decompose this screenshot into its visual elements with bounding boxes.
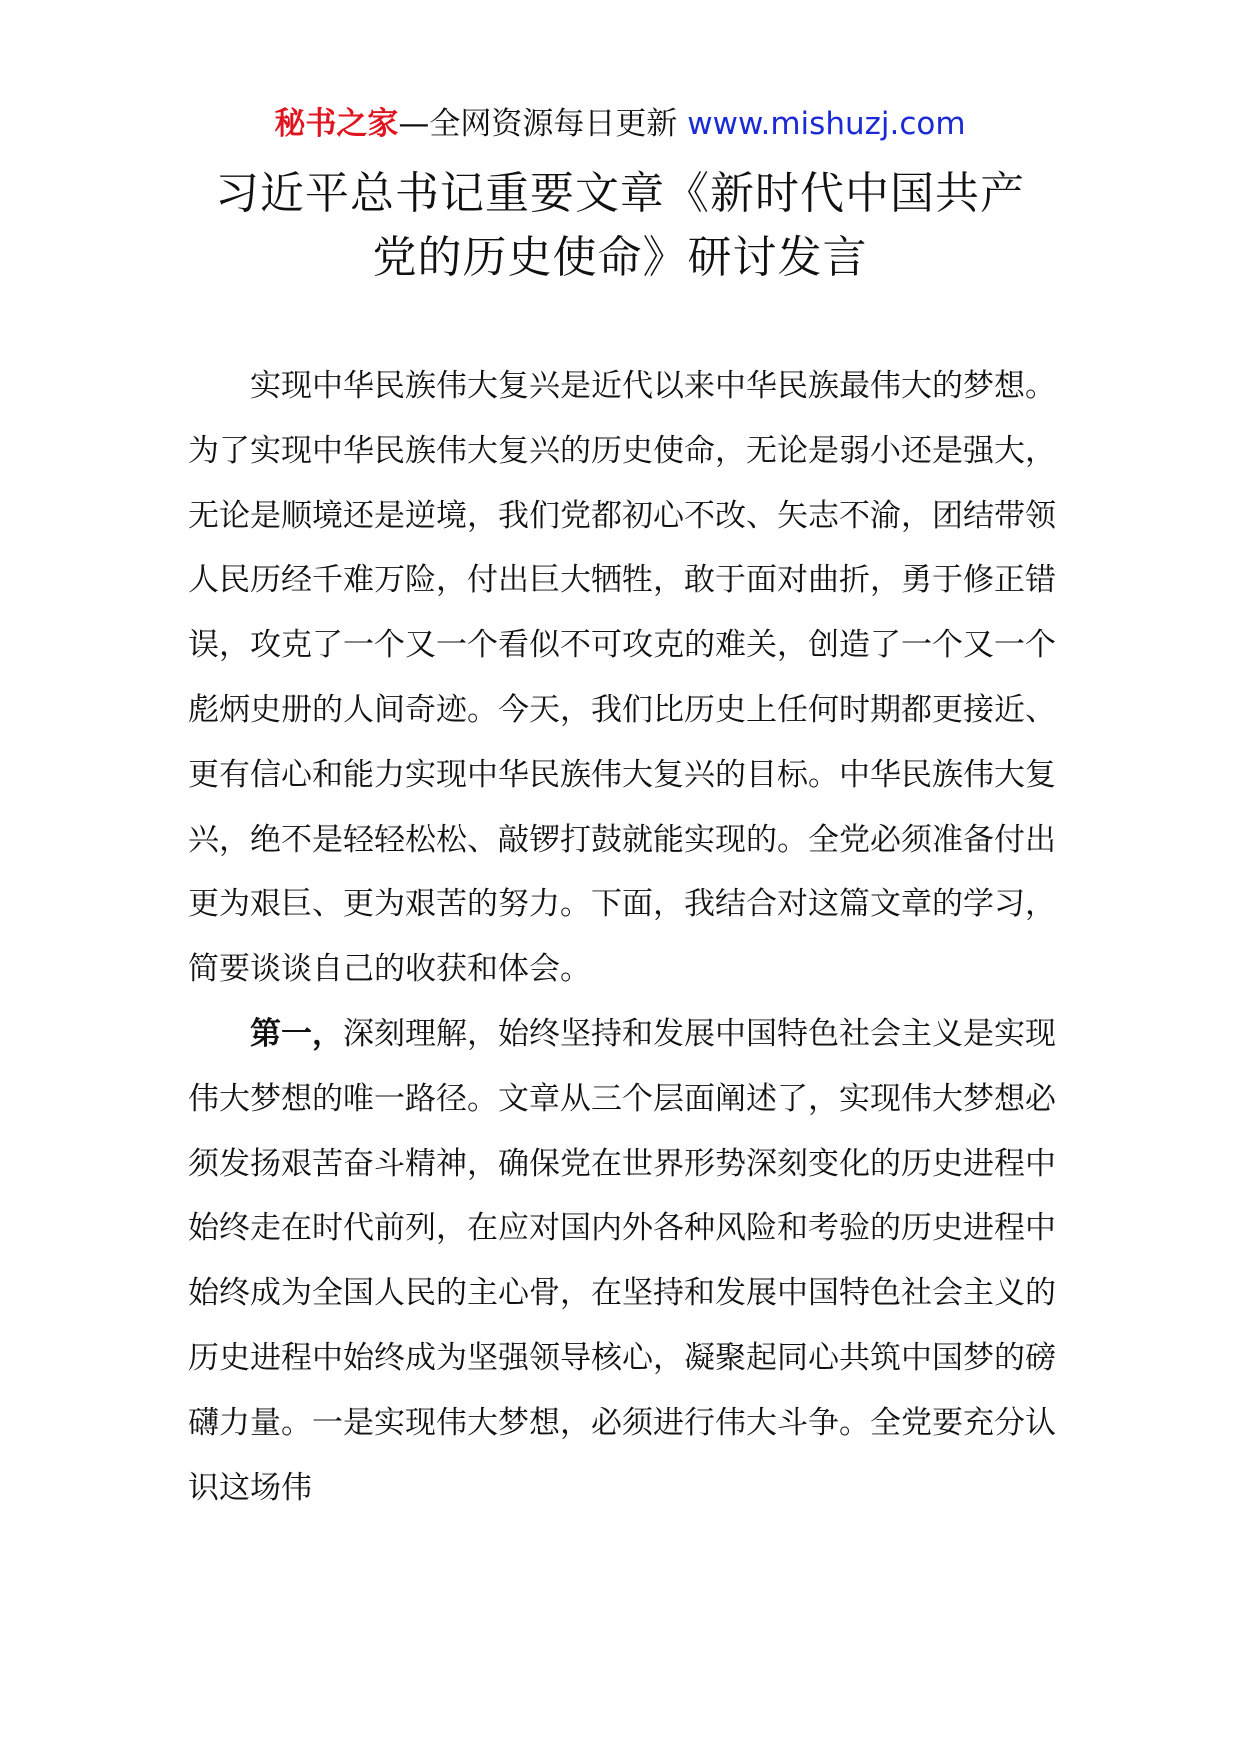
- title-line-1: 习近平总书记重要文章《新时代中国共产: [215, 168, 1025, 219]
- paragraph-text: 深刻理解，始终坚持和发展中国特色社会主义是实现伟大梦想的唯一路径。文章从三个层面阐述了，实现伟大梦想必须发扬艰苦奋斗精神，确保党在世界形势深刻变化的历史进程中始终走在时代前列，在应对国内外各种风险和考验的历史进程中始终成为全国人民的主心骨，在坚持和发展中国特色社会主义的历史进程中始终成为坚强领导核心，凝聚起同心共筑中国梦的磅礴力量。一是实现伟大梦想，必须进行伟大斗争。全党要充分认识这场伟: [188, 1015, 1056, 1506]
- title-line-2: 党的历史使命》研讨发言: [372, 232, 868, 283]
- document-title: [150, 162, 1090, 290]
- paragraph-first-point: [188, 1002, 1056, 1520]
- site-url-link[interactable]: www.mishuzj.com: [687, 106, 966, 142]
- brand-name: 秘书之家: [274, 106, 399, 142]
- header-tagline: —全网资源每日更新: [398, 106, 678, 142]
- paragraph-lead: 第一，: [250, 1015, 343, 1052]
- paragraph-intro: [188, 354, 1056, 1002]
- site-header: [0, 102, 1240, 146]
- paragraph-text: 实现中华民族伟大复兴是近代以来中华民族最伟大的梦想。为了实现中华民族伟大复兴的历史使命，无论是弱小还是强大，无论是顺境还是逆境，我们党都初心不改、矢志不渝，团结带领人民历经千难万险，付出巨大牺牲，敢于面对曲折，勇于修正错误，攻克了一个又一个看似不可攻克的难关，创造了一个又一个彪炳史册的人间奇迹。今天，我们比历史上任何时期都更接近、更有信心和能力实现中华民族伟大复兴的目标。中华民族伟大复兴，绝不是轻轻松松、敲锣打鼓就能实现的。全党必须准备付出更为艰巨、更为艰苦的努力。下面，我结合对这篇文章的学习，简要谈谈自己的收获和体会。: [188, 368, 1056, 988]
- document-body: [188, 354, 1056, 1520]
